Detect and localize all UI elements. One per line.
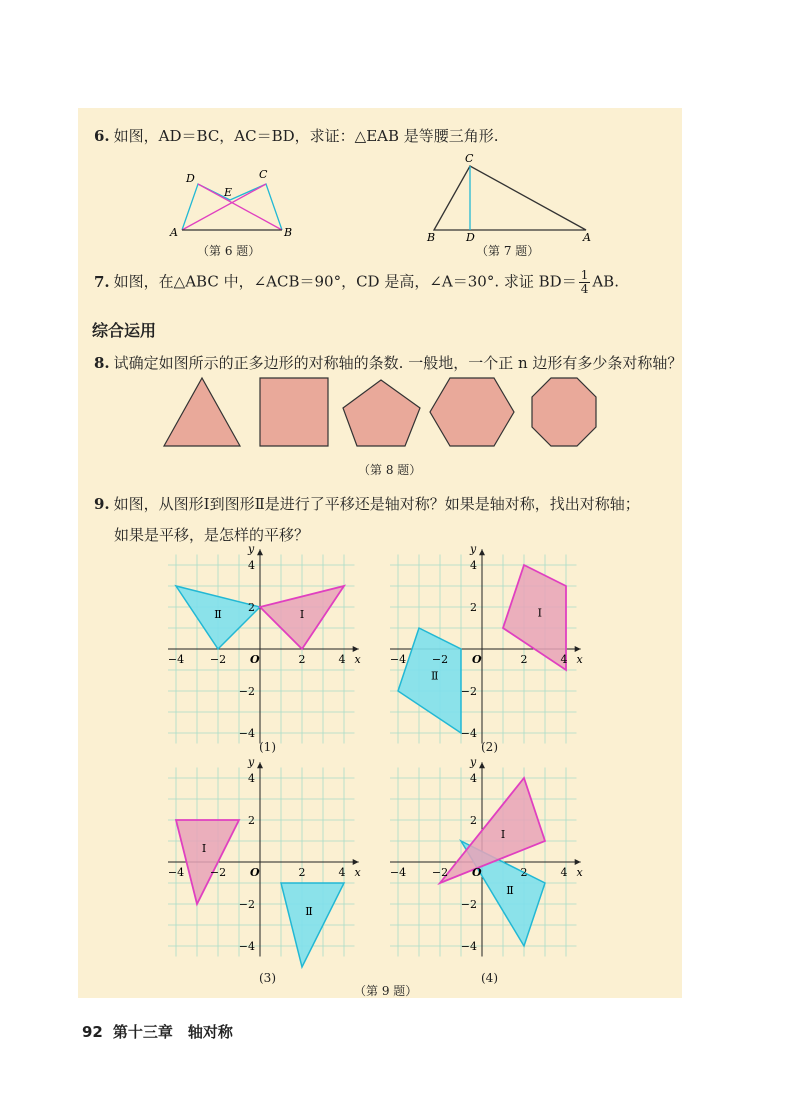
shape-II-label: Ⅱ: [506, 884, 514, 897]
graph-1-caption: (1): [259, 740, 276, 754]
shape-I: [503, 565, 566, 670]
question-6: 6. 如图，AD＝BC，AC＝BD，求证：△EAB 是等腰三角形.: [94, 127, 499, 145]
regular-triangle: [164, 378, 240, 446]
x-axis-arrow: [575, 646, 581, 652]
tick-label-x-4: 4: [560, 653, 568, 666]
fraction-one-quarter: $\frac{1}{4}$: [580, 268, 589, 296]
x-axis-label: x: [354, 866, 361, 879]
fig6-label-D: D: [186, 172, 195, 185]
regular-octagon: [532, 378, 596, 446]
origin-label: O: [472, 653, 482, 666]
shape-I-label: Ⅰ: [500, 828, 506, 841]
tick-label-x-neg2: −2: [431, 866, 449, 879]
tick-label-x-neg2: −2: [209, 866, 227, 879]
tick-label-x-neg4: −4: [390, 653, 407, 666]
tick-label-y-2: 2: [248, 814, 255, 827]
graph-4: [390, 758, 594, 970]
fig7-label-B: B: [427, 231, 436, 242]
question-8: 8. 试确定如图所示的正多边形的对称轴的条数. 一般地，一个正 n 边形有多少条对称轴？: [94, 354, 683, 372]
tick-label-y-neg2: −2: [460, 685, 477, 698]
tick-label-x-neg4: −4: [168, 866, 185, 879]
tick-label-x-4: 4: [338, 866, 346, 879]
figure-8: [150, 372, 620, 454]
shape-II-label: Ⅱ: [214, 608, 222, 621]
x-axis-arrow: [353, 859, 359, 865]
page-footer: [82, 1021, 233, 1042]
graph-3: [168, 758, 372, 970]
fig6-label-C: C: [259, 168, 268, 181]
figure-7-caption: （第 7 题）: [476, 244, 540, 258]
tick-label-x-2: 2: [298, 653, 306, 666]
regular-pentagon: [343, 380, 420, 446]
figure-7: [420, 150, 600, 242]
regular-square: [260, 378, 328, 446]
tick-label-x-neg4: −4: [168, 653, 185, 666]
fig6-label-B: B: [284, 226, 293, 239]
tick-label-y-neg2: −2: [238, 685, 255, 698]
tick-label-x-neg4: −4: [390, 866, 407, 879]
fig6-label-E: E: [224, 186, 233, 199]
x-axis-arrow: [575, 859, 581, 865]
x-axis-label: x: [354, 653, 361, 666]
tick-label-y-neg4: −4: [460, 727, 477, 740]
shape-I-label: Ⅰ: [299, 608, 305, 621]
fig7-triangle: [434, 166, 586, 230]
tick-label-y-2: 2: [248, 601, 255, 614]
shape-I-label: Ⅰ: [201, 842, 207, 855]
figure-8-caption: （第 8 题）: [358, 463, 422, 477]
tick-label-y-neg2: −2: [460, 898, 477, 911]
figure-9-caption: （第 9 题）: [354, 984, 418, 998]
tick-label-y-2: 2: [470, 814, 477, 827]
fig6-label-A: A: [170, 226, 178, 239]
x-axis-label: x: [576, 866, 583, 879]
tick-label-x-2: 2: [520, 866, 528, 879]
fig7-label-A: A: [583, 231, 591, 242]
y-axis-arrow: [479, 762, 485, 768]
question-7: 7. 如图，在△ABC 中，∠ACB＝90°，CD 是高，∠A＝30°. 求证 BD＝ $\frac{1}{4}$ AB.: [94, 268, 619, 296]
question-9-line-2: 如果是平移，是怎样的平移？: [114, 526, 310, 544]
tick-label-x-neg2: −2: [209, 653, 227, 666]
chapter-title: 第十三章 轴对称: [112, 1023, 233, 1041]
tick-label-y-neg4: −4: [238, 727, 255, 740]
x-axis-label: x: [576, 653, 583, 666]
tick-label-y-neg4: −4: [460, 940, 477, 953]
tick-label-x-4: 4: [560, 866, 568, 879]
origin-label: O: [250, 866, 260, 879]
tick-label-x-neg2: −2: [431, 653, 449, 666]
shape-II-label: Ⅱ: [431, 669, 439, 683]
tick-label-x-2: 2: [298, 866, 306, 879]
origin-label: O: [250, 653, 260, 666]
fig6-line-BD: [198, 184, 282, 230]
shape-II: [398, 628, 461, 733]
tick-label-y-neg2: −2: [238, 898, 255, 911]
y-axis-arrow: [257, 762, 263, 768]
graph-2-caption: (2): [481, 740, 498, 754]
figure-6: [166, 162, 296, 242]
tick-label-y-4: 4: [248, 559, 255, 572]
y-axis-label: y: [248, 545, 255, 556]
tick-label-y-4: 4: [470, 772, 477, 785]
regular-hexagon: [430, 378, 514, 446]
tick-label-y-4: 4: [470, 559, 477, 572]
tick-label-x-2: 2: [520, 653, 528, 666]
fig7-label-C: C: [465, 152, 474, 165]
graph-4-caption: (4): [481, 971, 498, 985]
shape-I-label: Ⅰ: [537, 606, 542, 620]
y-axis-label: y: [470, 758, 477, 769]
y-axis-arrow: [479, 549, 485, 555]
origin-label: O: [472, 866, 482, 879]
y-axis-arrow: [257, 549, 263, 555]
tick-label-y-2: 2: [470, 601, 477, 614]
tick-label-y-neg4: −4: [238, 940, 255, 953]
figure-6-caption: （第 6 题）: [197, 244, 261, 258]
shape-II-label: Ⅱ: [305, 905, 313, 918]
tick-label-x-4: 4: [338, 653, 346, 666]
tick-label-y-4: 4: [248, 772, 255, 785]
graph-2: [390, 545, 594, 757]
page-number: 92: [82, 1023, 103, 1041]
y-axis-label: y: [248, 758, 255, 769]
graph-3-caption: (3): [259, 971, 276, 985]
question-9-line-1: 9. 如图，从图形Ⅰ到图形Ⅱ是进行了平移还是轴对称？如果是轴对称，找出对称轴；: [94, 495, 640, 513]
y-axis-label: y: [470, 545, 477, 556]
section-heading: 综合运用: [92, 321, 157, 340]
x-axis-arrow: [353, 646, 359, 652]
fig7-label-D: D: [466, 231, 475, 242]
graph-1: [168, 545, 372, 757]
